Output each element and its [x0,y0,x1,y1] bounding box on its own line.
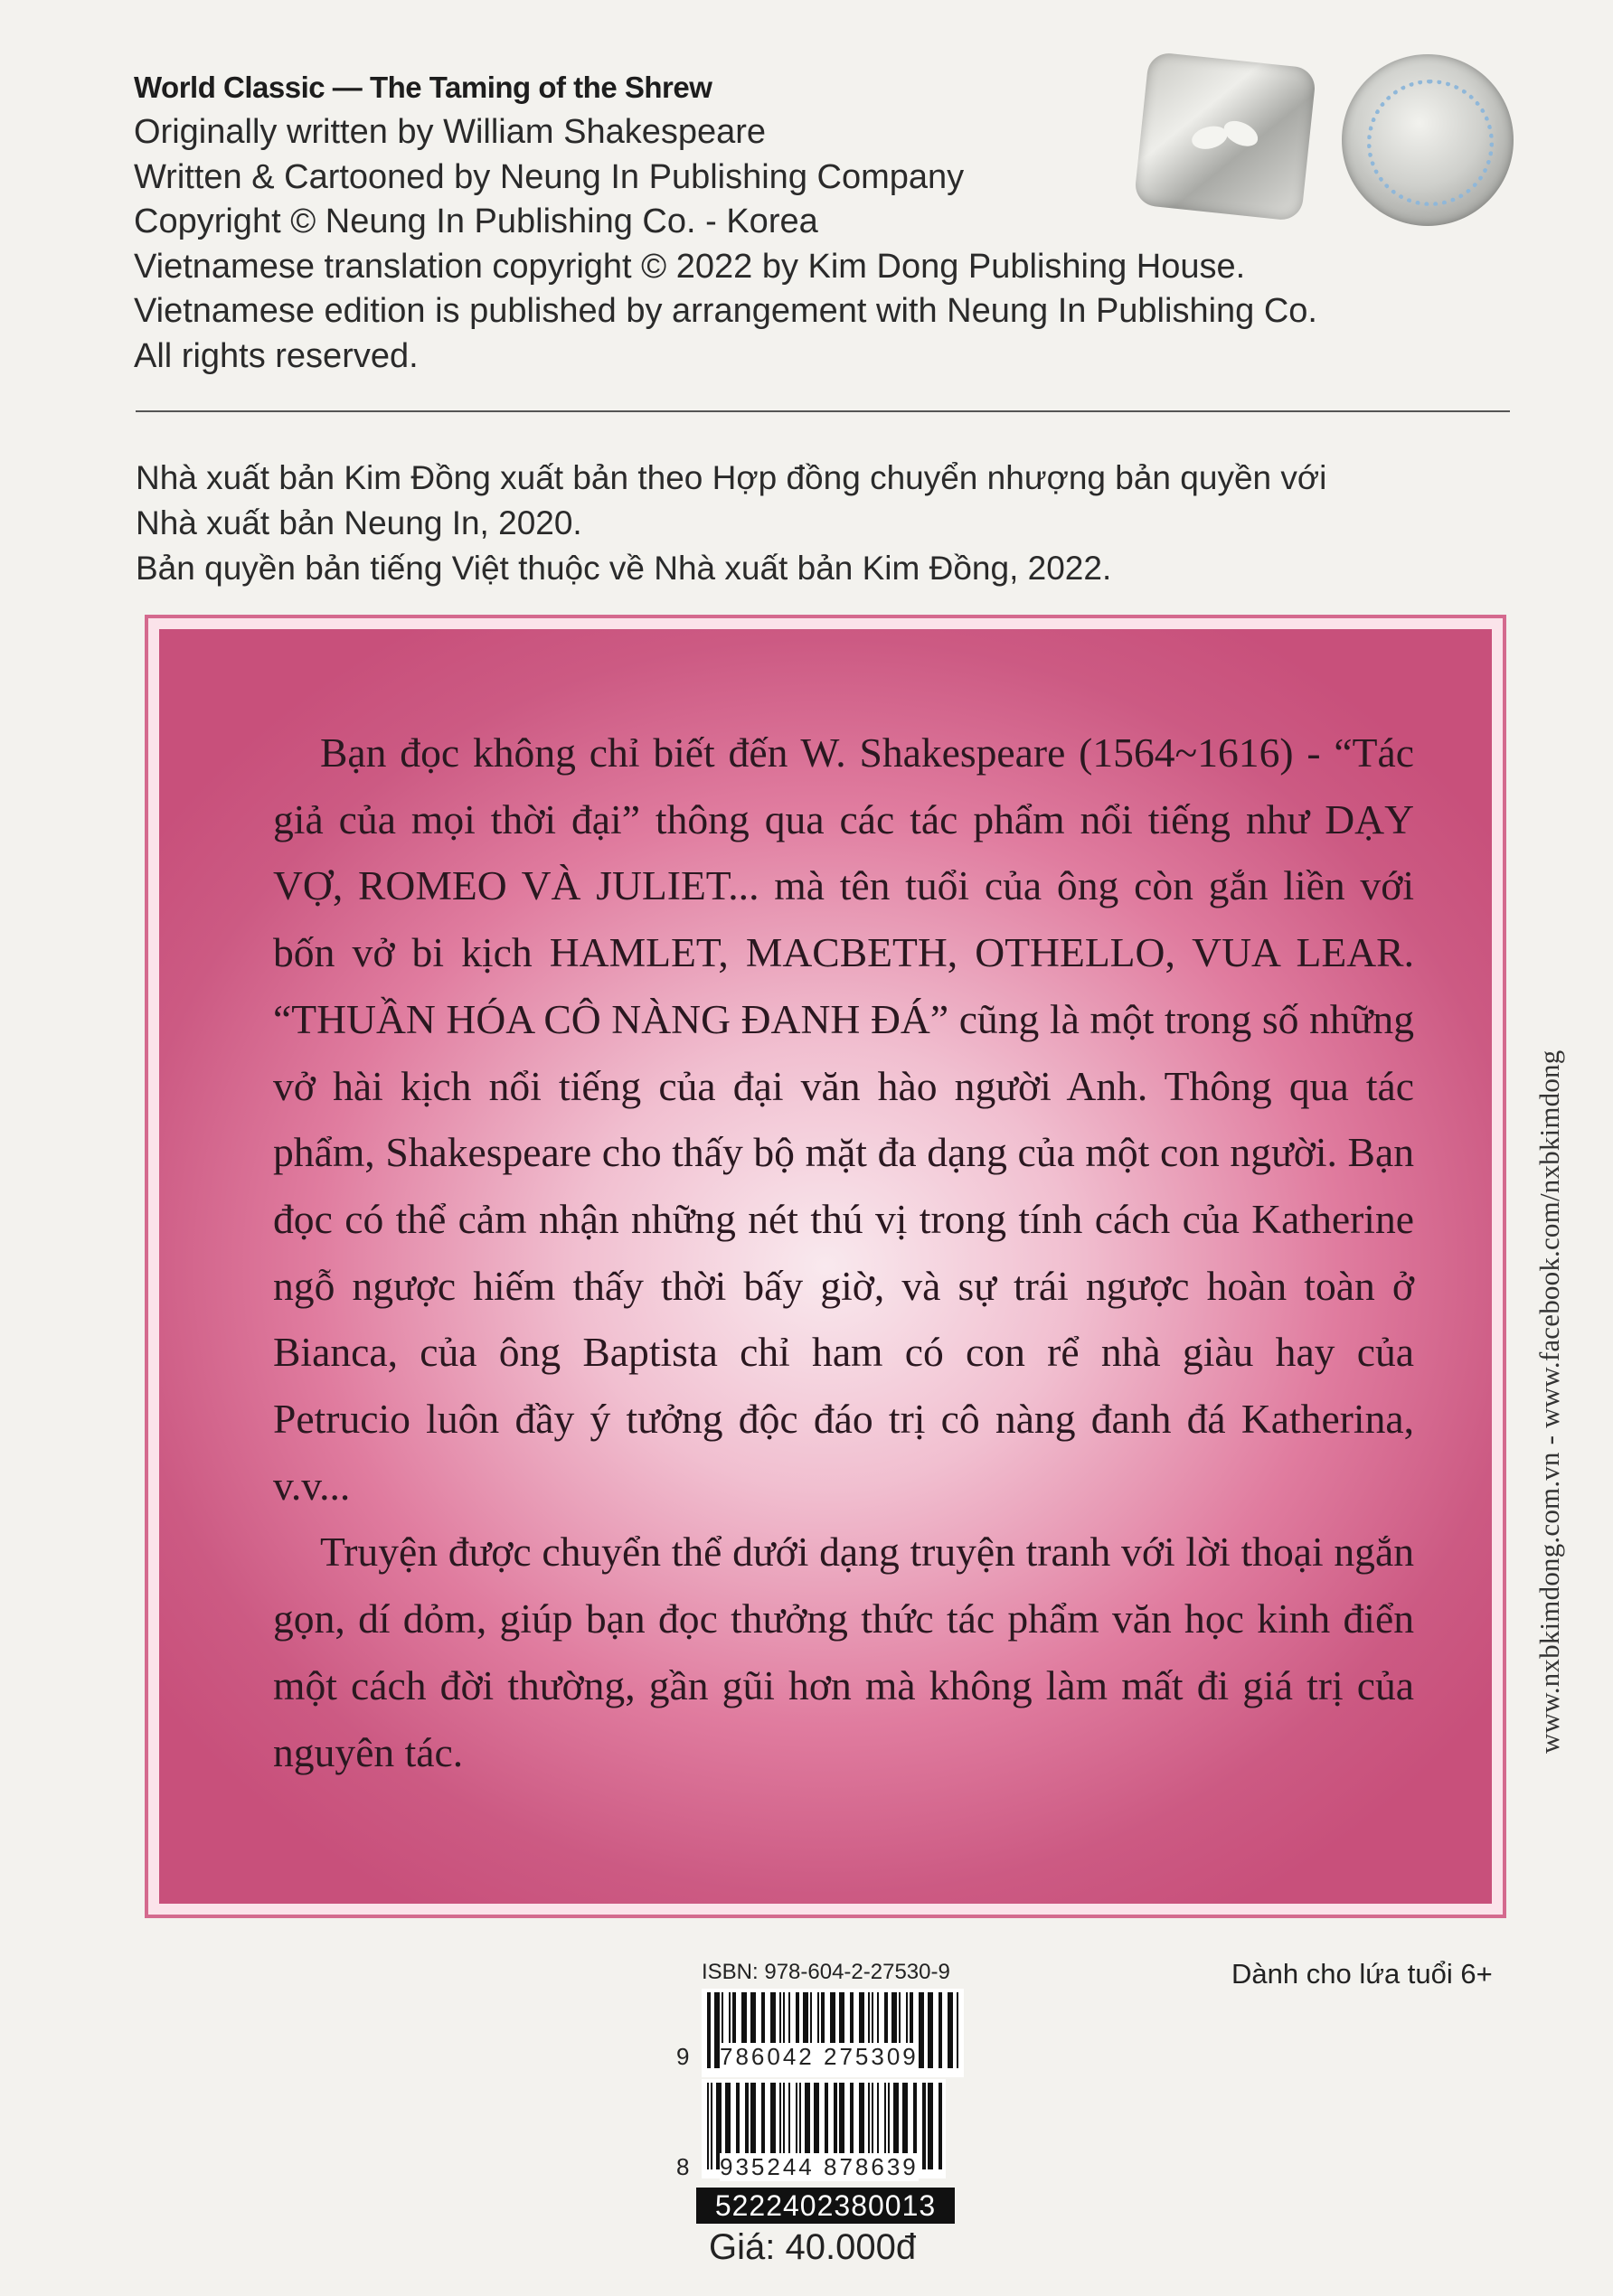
isbn-barcode-lead-digit: 9 [676,2043,690,2070]
barcode-bar [957,1992,958,2068]
barcode-bar [948,1992,953,2068]
vn-credit-line-rights: Bản quyền bản tiếng Việt thuộc về Nhà xuất bản Kim Đồng, 2022. [136,550,1112,587]
credit-line-author: Originally written by William Shakespeare [134,113,767,151]
barcode-bar [928,2083,933,2169]
barcode-bar [939,1992,942,2068]
barcode-bar [928,1992,933,2068]
credit-line-cartoon: Written & Cartooned by Neung In Publishing Company [134,157,965,196]
hologram-sticker-round [1342,54,1514,226]
credit-line-rights: All rights reserved. [134,336,419,375]
barcode-bar [922,2083,926,2169]
series-title: World Classic — The Taming of the Shrew [134,71,712,104]
vn-credit-line-contract: Nhà xuất bản Kim Đồng xuất bản theo Hợp đồng chuyển nhượng bản quyền với [136,459,1327,496]
product-barcode-digits: 935244 878639 [720,2153,919,2180]
blurb-frame [145,615,1506,1918]
barcode-bar [919,1992,924,2068]
credits-block [134,65,1317,379]
barcode-bar [707,1992,711,2068]
price-label: Giá: 40.000đ [709,2227,917,2267]
hologram-seal-icon [1367,80,1494,206]
blurb-text [273,720,1414,1785]
barcode-bar [711,2083,712,2169]
isbn-label: ISBN: 978-604-2-27530-9 [702,1960,950,1984]
blurb-paragraph-1: Bạn đọc không chỉ biết đến W. Shakespeare (1564~1616) - “Tác giả của mọi thời đại” thông qua các tác phẩm nổi tiếng như DẠY VỢ, ROMEO VÀ JULIET... mà tên tuổi của ông còn gắn liền với bốn vở bi kịch HAMLET, MACBETH, OTHELLO, VUA LEAR. “THUẦN HÓA CÔ NÀNG ĐANH ĐÁ” cũng là một trong số những vở hài kịch nổi tiếng của đại văn hào người Anh. Thông qua tác phẩm, Shakespeare cho thấy bộ mặt đa dạng của một con người. Bạn đọc có thể cảm nhận những nét thú vị trong tính cách của Katherine ngỗ ngược hiếm thấy thời bấy giờ, và sự trái ngược hoàn toàn ở Bianca, của ông Baptista chỉ ham có con rể nhà giàu hay của Petrucio luôn đầy ý tưởng độc đáo trị cô nàng đanh đá Katherina, v.v... [273,729,1414,1509]
credit-line-translation: Vietnamese translation copyright © 2022 by Kim Dong Publishing House. [134,247,1246,286]
barcode-bar [707,2083,709,2169]
blurb-paragraph-2: Truyện được chuyển thể dưới dạng truyện tranh với lời thoại ngắn gọn, dí dỏm, giúp bạn đọc thưởng thức tác phẩm văn học kinh điển một cách đời thường, gần gũi hơn mà không làm mất đi giá trị của nguyên tác. [273,1529,1414,1775]
serial-number-label: 5222402380013 [696,2188,955,2224]
product-barcode-lead-digit: 8 [676,2153,690,2180]
isbn-barcode-digits: 786042 275309 [720,2043,919,2070]
credit-line-copyright: Copyright © Neung In Publishing Co. - Korea [134,202,818,240]
hologram-sticker-square [1134,52,1317,222]
credit-line-arrangement: Vietnamese edition is published by arrangement with Neung In Publishing Co. [134,292,1317,330]
hologram-leaf-icon [1182,100,1269,172]
divider-line [136,410,1510,412]
blurb-panel [159,629,1492,1904]
publisher-website-vertical: www.nxbkimdong.com.vn - www.facebook.com/nxbkimdong [1533,1049,1565,1754]
vn-credit-line-publisher: Nhà xuất bản Neung In, 2020. [136,504,582,541]
vietnamese-credits-block [136,456,1528,591]
barcode-bar [939,2083,942,2169]
age-rating: Dành cho lứa tuổi 6+ [1231,1958,1493,1990]
